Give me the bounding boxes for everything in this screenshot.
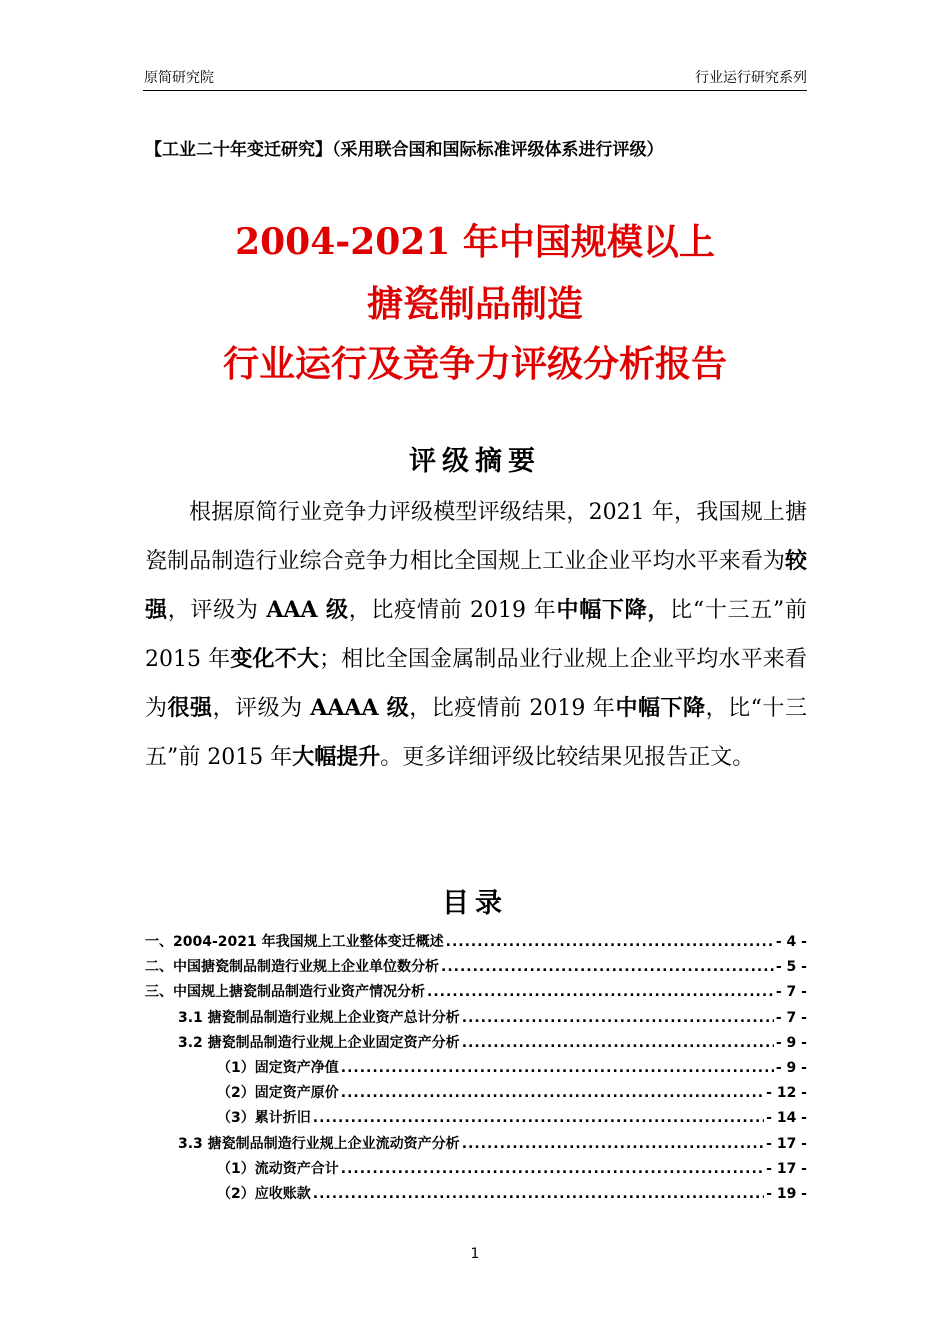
summary-emphasis: 大幅提升	[292, 744, 381, 770]
toc-entry[interactable]	[145, 1157, 807, 1182]
summary-paragraph	[145, 488, 807, 782]
report-title-line-3: 行业运行及竞争力评级分析报告	[222, 343, 727, 385]
toc-entry-label: （1）流动资产合计	[217, 1160, 339, 1177]
toc-entry-label: 二、中国搪瓷制品制造行业规上企业单位数分析	[145, 959, 439, 976]
toc-entry-page: - 5 -	[775, 959, 807, 976]
toc-entry-label: 三、中国规上搪瓷制品制造行业资产情况分析	[145, 984, 425, 1001]
toc-entry-page: - 4 -	[775, 934, 807, 950]
toc-entry-page: - 7 -	[775, 984, 807, 1001]
summary-emphasis: AAA 级	[266, 597, 349, 623]
summary-text: ，比疫情前 2019 年	[409, 696, 616, 721]
toc-entry[interactable]	[145, 980, 807, 1005]
summary-text: ；相比全国金属制品业行业规上企业平均水平来看为	[145, 647, 807, 721]
toc-entry[interactable]	[145, 1132, 807, 1157]
summary-emphasis: 中幅下降，	[556, 597, 671, 623]
toc-dot-leader	[313, 1106, 764, 1131]
toc-entry-page: - 14 -	[766, 1110, 807, 1127]
toc-entry-label: （2）固定资产原价	[217, 1085, 339, 1102]
report-tagline: 【工业二十年变迁研究】（采用联合国和国际标准评级体系进行评级）	[145, 140, 664, 160]
toc-entry[interactable]	[145, 955, 807, 980]
toc-entry-label: 一、2004-2021 年我国规上工业整体变迁概述	[145, 934, 444, 950]
toc-dot-leader	[446, 930, 774, 955]
summary-emphasis: 变化不大	[230, 646, 320, 672]
summary-text: ，比“十三五”前 2015 年	[145, 696, 807, 770]
toc-entry-label: （2）应收账款	[217, 1185, 311, 1202]
toc-entry-label: 3.3 搪瓷制品制造行业规上企业流动资产分析	[178, 1135, 460, 1152]
toc-entry-page: - 19 -	[766, 1185, 807, 1202]
toc-entry-page: - 17 -	[766, 1160, 807, 1177]
toc-entry[interactable]	[145, 1006, 807, 1031]
summary-text: ，比疫情前 2019 年	[348, 598, 557, 623]
toc-entry-page: - 9 -	[775, 1034, 807, 1051]
toc-entry-label: （1）固定资产净值	[217, 1059, 339, 1076]
toc-entry[interactable]	[145, 1106, 807, 1131]
toc-dot-leader	[427, 980, 774, 1005]
summary-emphasis: AAAA 级	[310, 695, 410, 721]
toc-entry[interactable]	[145, 1031, 807, 1056]
toc-dot-leader	[313, 1182, 764, 1207]
summary-text: 比“十三五”前 2015 年	[145, 598, 807, 672]
summary-emphasis: 中幅下降	[615, 695, 706, 721]
toc-entry-page: - 7 -	[775, 1009, 807, 1026]
toc-entry-page: - 17 -	[766, 1135, 807, 1152]
header-series-name: 行业运行研究系列	[695, 70, 807, 86]
page-number: 1	[470, 1246, 480, 1262]
toc-entry[interactable]	[145, 1182, 807, 1207]
page-header	[143, 66, 807, 91]
summary-emphasis: 较强	[145, 548, 807, 623]
toc-entry-page: - 12 -	[766, 1085, 807, 1102]
toc-entry-label: （3）累计折旧	[217, 1110, 311, 1127]
toc-dot-leader	[462, 1006, 774, 1031]
toc-entry-label: 3.2 搪瓷制品制造行业规上企业固定资产分析	[178, 1034, 460, 1051]
summary-emphasis: 很强	[167, 695, 213, 721]
header-org-name: 原简研究院	[144, 70, 214, 86]
report-title-line-1: 2004-2021 年中国规模以上	[235, 221, 715, 263]
summary-text: 根据原简行业竞争力评级模型评级结果，2021 年，我国规上搪瓷制品制造行业综合竞争力相比全国规上工业企业平均水平来看为	[145, 500, 807, 574]
toc-entry-label: 3.1 搪瓷制品制造行业规上企业资产总计分析	[178, 1009, 460, 1026]
summary-text: 。更多详细评级比较结果见报告正文。	[380, 745, 755, 770]
toc-entry[interactable]	[145, 1056, 807, 1081]
toc-dot-leader	[462, 1132, 764, 1157]
summary-heading: 评级摘要	[409, 446, 541, 477]
toc-entry-page: - 9 -	[775, 1059, 807, 1076]
toc-dot-leader	[462, 1031, 774, 1056]
summary-text: ，评级为	[212, 696, 311, 721]
report-title-line-2: 搪瓷制品制造	[366, 283, 583, 325]
table-of-contents	[145, 930, 807, 1207]
toc-heading: 目录	[442, 888, 508, 919]
toc-dot-leader	[341, 1056, 774, 1081]
summary-text: ，评级为	[167, 598, 267, 623]
toc-entry[interactable]	[145, 1081, 807, 1106]
toc-dot-leader	[341, 1081, 764, 1106]
toc-dot-leader	[441, 955, 774, 980]
toc-dot-leader	[341, 1157, 764, 1182]
toc-entry[interactable]	[145, 930, 807, 955]
